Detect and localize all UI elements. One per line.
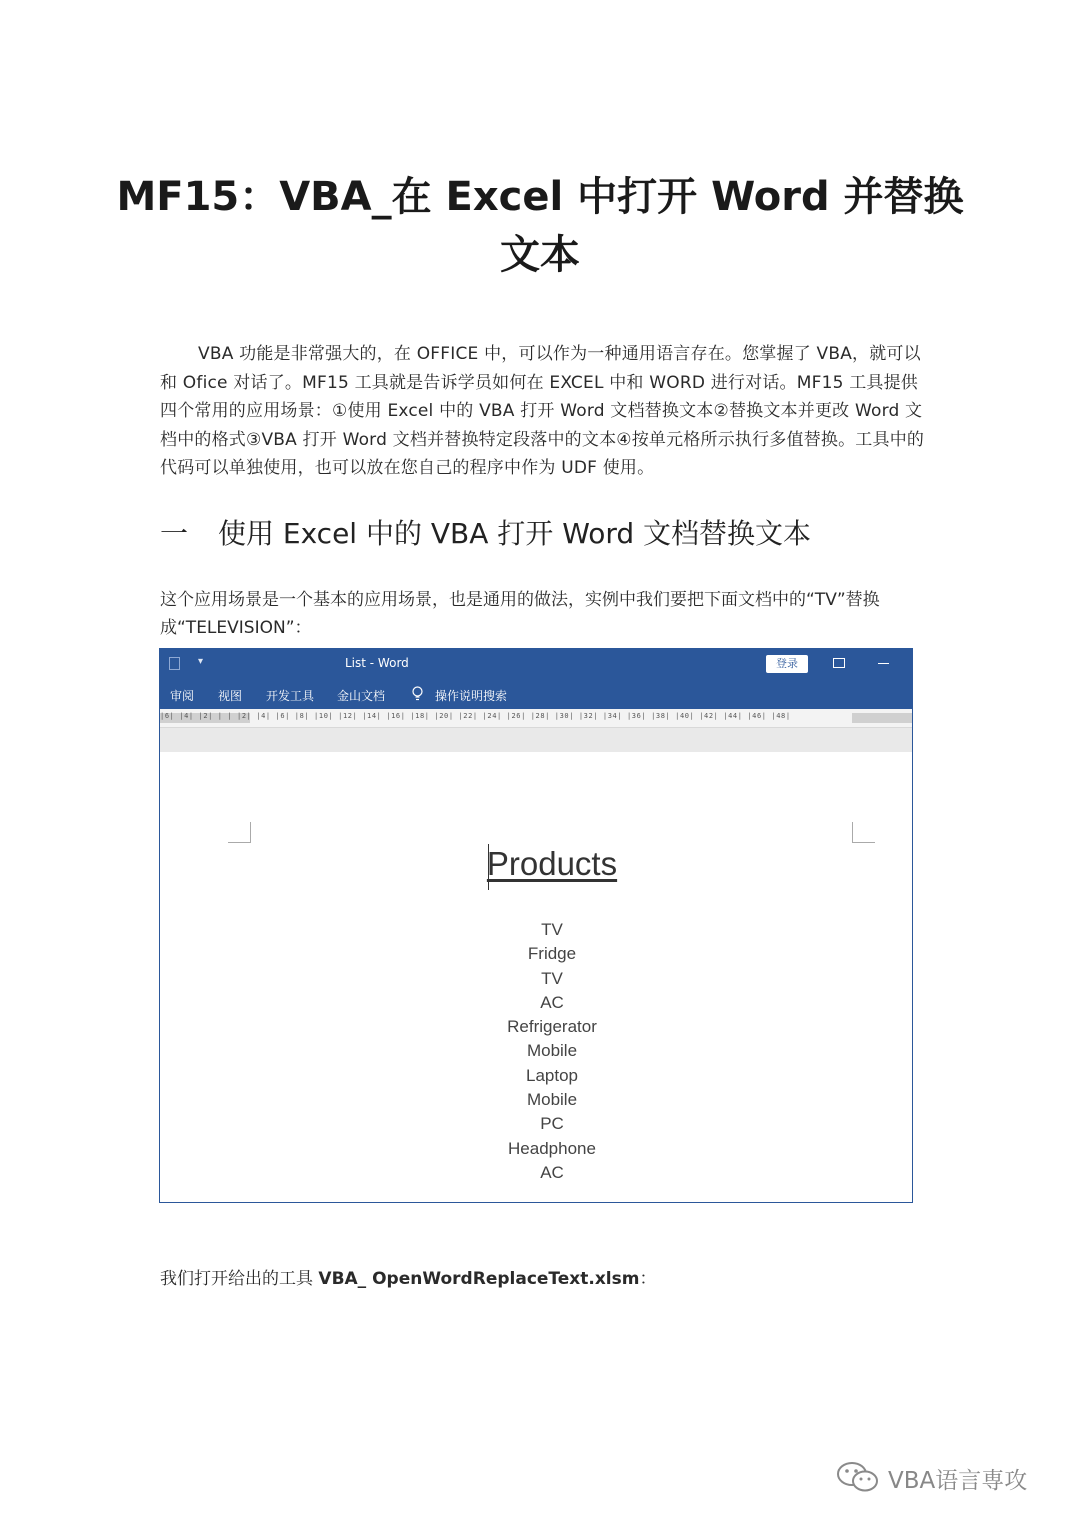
minimize-icon[interactable]	[878, 663, 889, 664]
closing-paragraph	[160, 1265, 656, 1293]
list-item: PC	[540, 1114, 564, 1134]
tab-view[interactable]: 视图	[218, 689, 243, 703]
closing-suffix: ：	[639, 1269, 657, 1289]
list-item: Fridge	[527, 944, 577, 964]
watermark-text: VBA语言専攻	[888, 1468, 1028, 1494]
ribbon-display-options-icon[interactable]	[833, 658, 845, 668]
word-titlebar	[160, 649, 912, 680]
tell-me-search[interactable]: 操作说明搜索	[435, 689, 508, 703]
corner-mark-right	[852, 822, 875, 843]
wechat-icon	[836, 1461, 880, 1493]
product-list	[160, 918, 913, 1185]
section-heading	[160, 512, 811, 556]
tab-kingsoft-docs[interactable]: 金山文档	[337, 689, 386, 703]
tab-review[interactable]: 审阅	[170, 689, 195, 703]
list-item: TV	[541, 968, 563, 988]
closing-prefix: 我们打开给出的工具	[160, 1269, 319, 1289]
login-button[interactable]: 登录	[766, 655, 808, 673]
list-item: Laptop	[526, 1065, 578, 1085]
lightbulb-icon	[411, 686, 424, 702]
ribbon-tabs	[160, 680, 912, 709]
list-item: TV	[541, 920, 563, 939]
ruler-numbers: |6| |4| |2| | | |2| |4| |6| |8| |10| |12| |14| |16| |18| |20| |22| |24| |26| |28| |30| |32| |34| |36| |38| |40| |42| |44| |46| |48|	[160, 712, 791, 720]
page-gap	[160, 728, 912, 752]
section-number: 一	[160, 517, 189, 550]
section-title: 使用 Excel 中的 VBA 打开 Word 文档替换文本	[218, 517, 812, 550]
tool-filename: VBA_ OpenWordReplaceText.xlsm	[318, 1269, 640, 1289]
scenario-paragraph: 这个应用场景是一个基本的应用场景，也是通用的做法，实例中我们要把下面文档中的“TV”替换成“TELEVISION”：	[160, 590, 880, 638]
document-title-line2: 文本	[500, 232, 580, 278]
list-item: Headphone	[508, 1138, 596, 1158]
customize-toolbar-icon[interactable]: ▾	[198, 656, 204, 667]
tab-developer[interactable]: 开发工具	[266, 689, 315, 703]
document-title	[100, 168, 980, 284]
list-item: AC	[540, 992, 564, 1012]
list-item: Mobile	[526, 1041, 578, 1061]
corner-mark-left	[228, 822, 251, 843]
word-window-screenshot	[159, 648, 913, 1203]
horizontal-ruler[interactable]	[160, 709, 912, 728]
doc-heading: Products	[486, 845, 618, 882]
save-icon[interactable]	[169, 657, 180, 670]
document-title-line1: MF15：VBA_在 Excel 中打开 Word 并替换	[116, 174, 964, 220]
intro-paragraph: VBA 功能是非常强大的，在 OFFICE 中，可以作为一种通用语言存在。您掌握了 VBA，就可以和 Ofice 对话了。MF15 工具就是告诉学员如何在 EXCEL 中和 WORD 进行对话。MF15 工具提供四个常用的应用场景：①使用 Excel 中的 VBA 打开 Word 文档替换文本②替换文本并更改 Word 文档中的格式③VBA 打开 Word 文档并替换特定段落中的文本④按单元格所示执行多值替换。工具中的代码可以单独使用，也可以放在您自己的程序中作为 UDF 使用。	[160, 344, 925, 478]
list-item: AC	[540, 1162, 564, 1182]
word-page[interactable]	[160, 752, 912, 1202]
window-title: List - Word	[345, 656, 409, 670]
list-item: Mobile	[526, 1090, 578, 1110]
list-item: Refrigerator	[507, 1017, 597, 1037]
